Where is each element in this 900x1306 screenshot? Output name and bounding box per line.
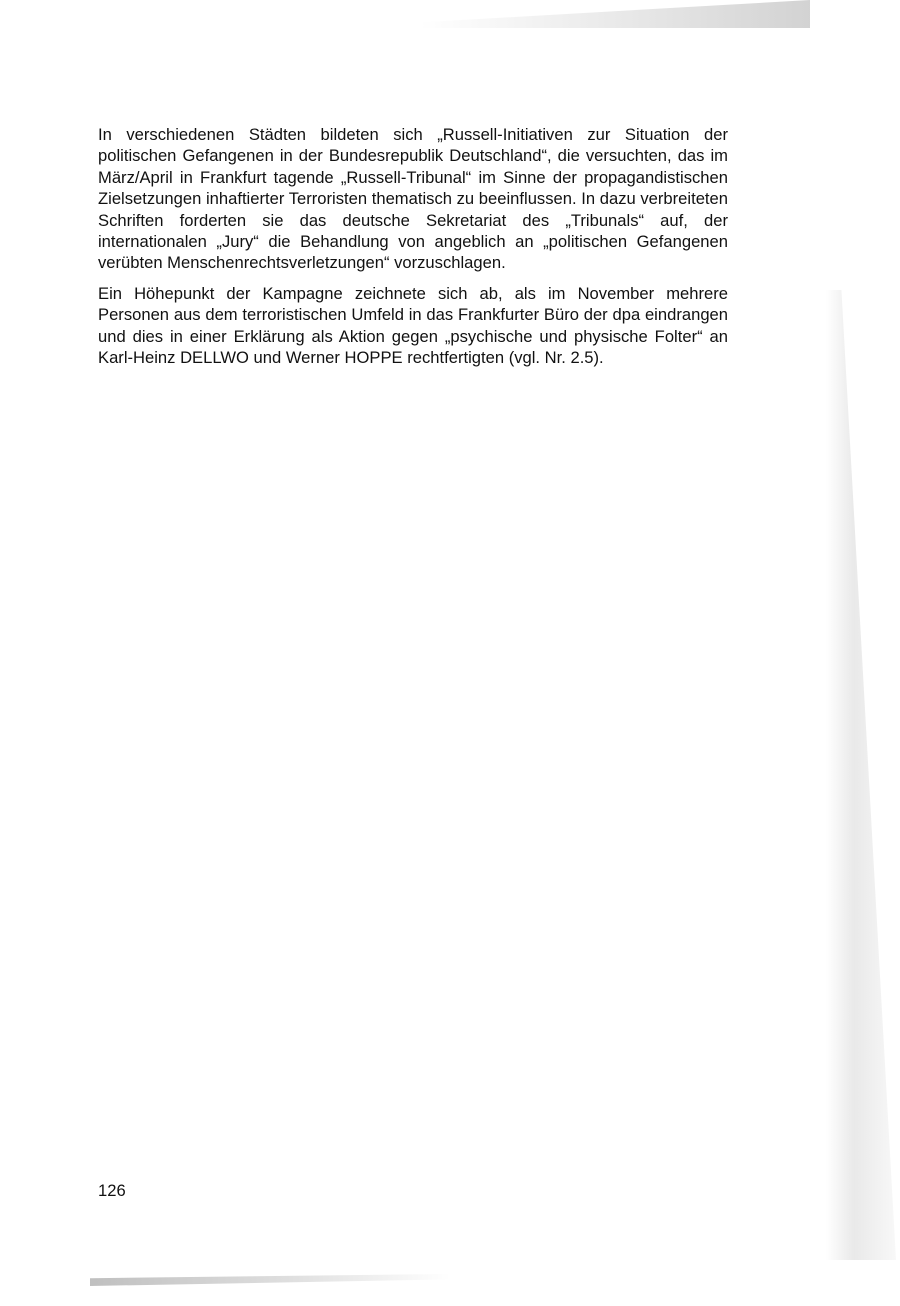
paragraph-russell-initiatives: In verschiedenen Städten bildeten sich „Russell-Initiativen zur Situation der politischen Gefangenen in der Bundesrepublik Deutschland“, die versuchten, das im März/April in Frankfurt tagende „Russell-Tribunal“ im Sinne der propagandistischen Zielsetzungen inhaftierter Terroristen thematisch zu beeinflussen. In dazu verbreiteten Schriften forderten sie das deutsche Sekretariat des „Tribunals“ auf, der internationalen „Jury“ die Behandlung von angeblich an „politischen Gefangenen verübten Menschenrechtsverletzungen“ vorzuschlagen. (98, 125, 728, 273)
scan-shadow-top (420, 0, 810, 28)
paragraph-campaign-highlight: Ein Höhepunkt der Kampagne zeichnete sich ab, als im November mehrere Personen aus dem terroristischen Umfeld in das Frankfurter Büro der dpa eindrangen und dies in einer Erklärung als Aktion gegen „psychische und physische Folter“ an Karl-Heinz DELLWO und Werner HOPPE rechtfertigten (vgl. Nr. 2.5). (98, 283, 728, 368)
scan-shadow-right (826, 290, 896, 1260)
document-body (98, 124, 728, 377)
page-number: 126 (98, 1181, 126, 1200)
scan-shadow-bottom (90, 1274, 450, 1286)
